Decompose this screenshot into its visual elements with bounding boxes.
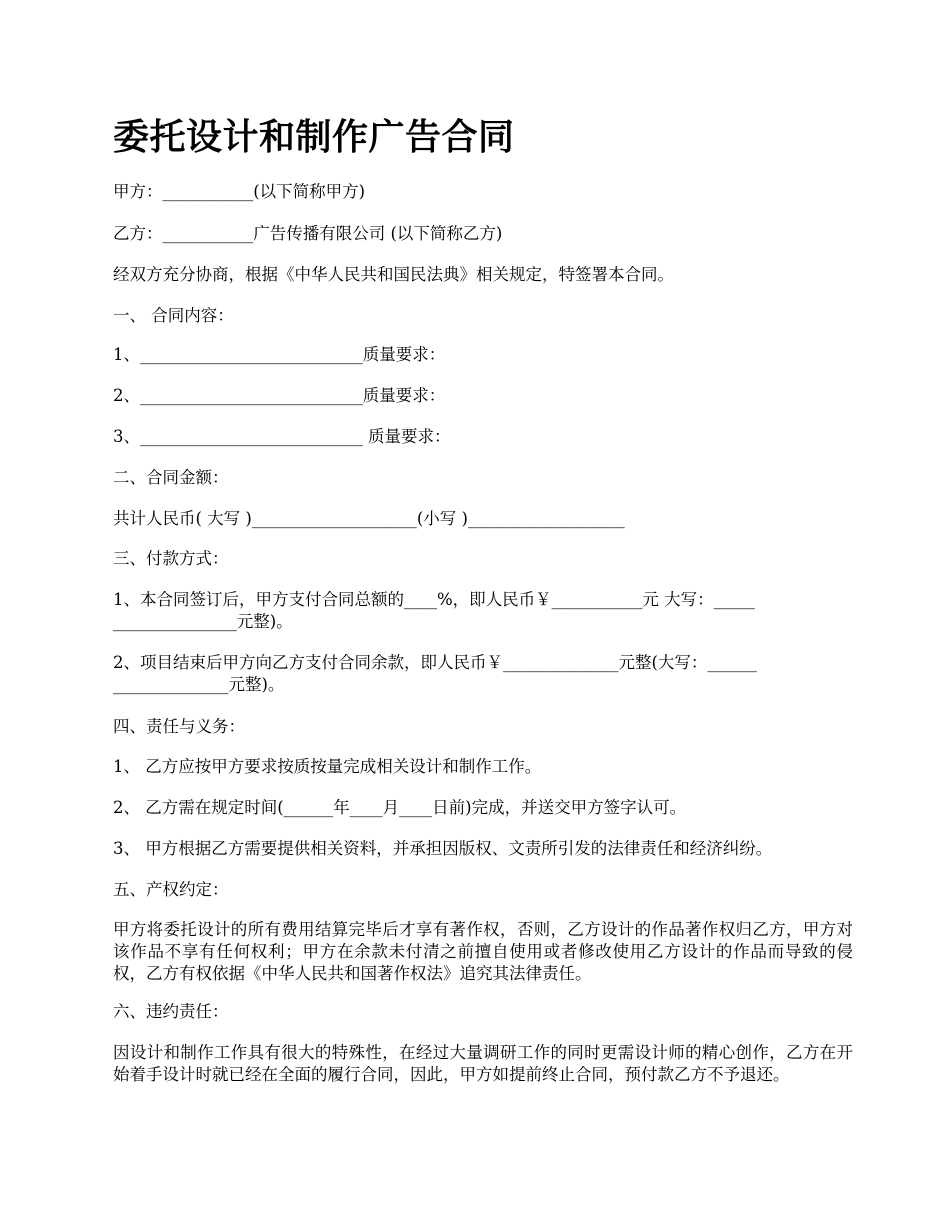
content-item-3: 3、___________________________ 质量要求： (113, 427, 451, 446)
party-b-line: 乙方：___________广告传播有限公司 (以下简称乙方) (113, 224, 503, 243)
property-paragraph: 甲方将委托设计的所有费用结算完毕后才享有著作权，否则，乙方设计的作品著作权归乙方，甲方对该作品不享有任何权利；甲方在余款未付清之前擅自使用或者修改使用乙方设计的作品而导致的侵权，乙方有权依据《中华人民共和国著作权法》追究其法律责任。 (113, 920, 853, 983)
document-title: 委托设计和制作广告合同 (113, 116, 515, 158)
payment-item-1-line-1: 1、本合同签订后，甲方支付合同总额的____%，即人民币￥___________元 大写：_____ (113, 590, 755, 609)
payment-item-1-line-2: _______________元整)。 (113, 612, 293, 631)
section-heading-property: 五、产权约定： (113, 880, 229, 899)
duty-item-1: 1、 乙方应按甲方要求按质按量完成相关设计和制作工作。 (113, 757, 542, 776)
liability-paragraph: 因设计和制作工作具有很大的特殊性，在经过大量调研工作的同时更需设计师的精心创作，乙方在开始着手设计时就已经在全面的履行合同，因此，甲方如提前终止合同，预付款乙方不予退还。 (113, 1043, 853, 1084)
section-heading-content: 一、 合同内容： (113, 306, 234, 325)
duty-item-2: 2、 乙方需在规定时间(______年____月____日前)完成，并送交甲方签字认可。 (113, 798, 687, 817)
section-heading-liability: 六、违约责任： (113, 1002, 229, 1021)
amount-line: 共计人民币( 大写 )____________________(小写 )___________________ (113, 509, 625, 528)
intro-paragraph: 经双方充分协商，根据《中华人民共和国民法典》相关规定，特签署本合同。 (113, 265, 674, 284)
duty-item-3: 3、 甲方根据乙方需要提供相关资料，并承担因版权、文责所引发的法律责任和经济纠纷。 (113, 839, 773, 858)
section-heading-amount: 二、合同金额： (113, 468, 229, 487)
payment-item-2-line-2: ______________元整)。 (113, 675, 285, 694)
section-heading-payment: 三、付款方式： (113, 549, 229, 568)
payment-item-2-line-1: 2、项目结束后甲方向乙方支付合同余款，即人民币￥______________元整(大写：______ (113, 653, 757, 672)
content-item-1: 1、___________________________质量要求： (113, 345, 446, 364)
party-a-line: 甲方：___________(以下简称甲方) (113, 182, 366, 201)
content-item-2: 2、___________________________质量要求： (113, 386, 446, 405)
section-heading-duties: 四、责任与义务： (113, 717, 245, 736)
